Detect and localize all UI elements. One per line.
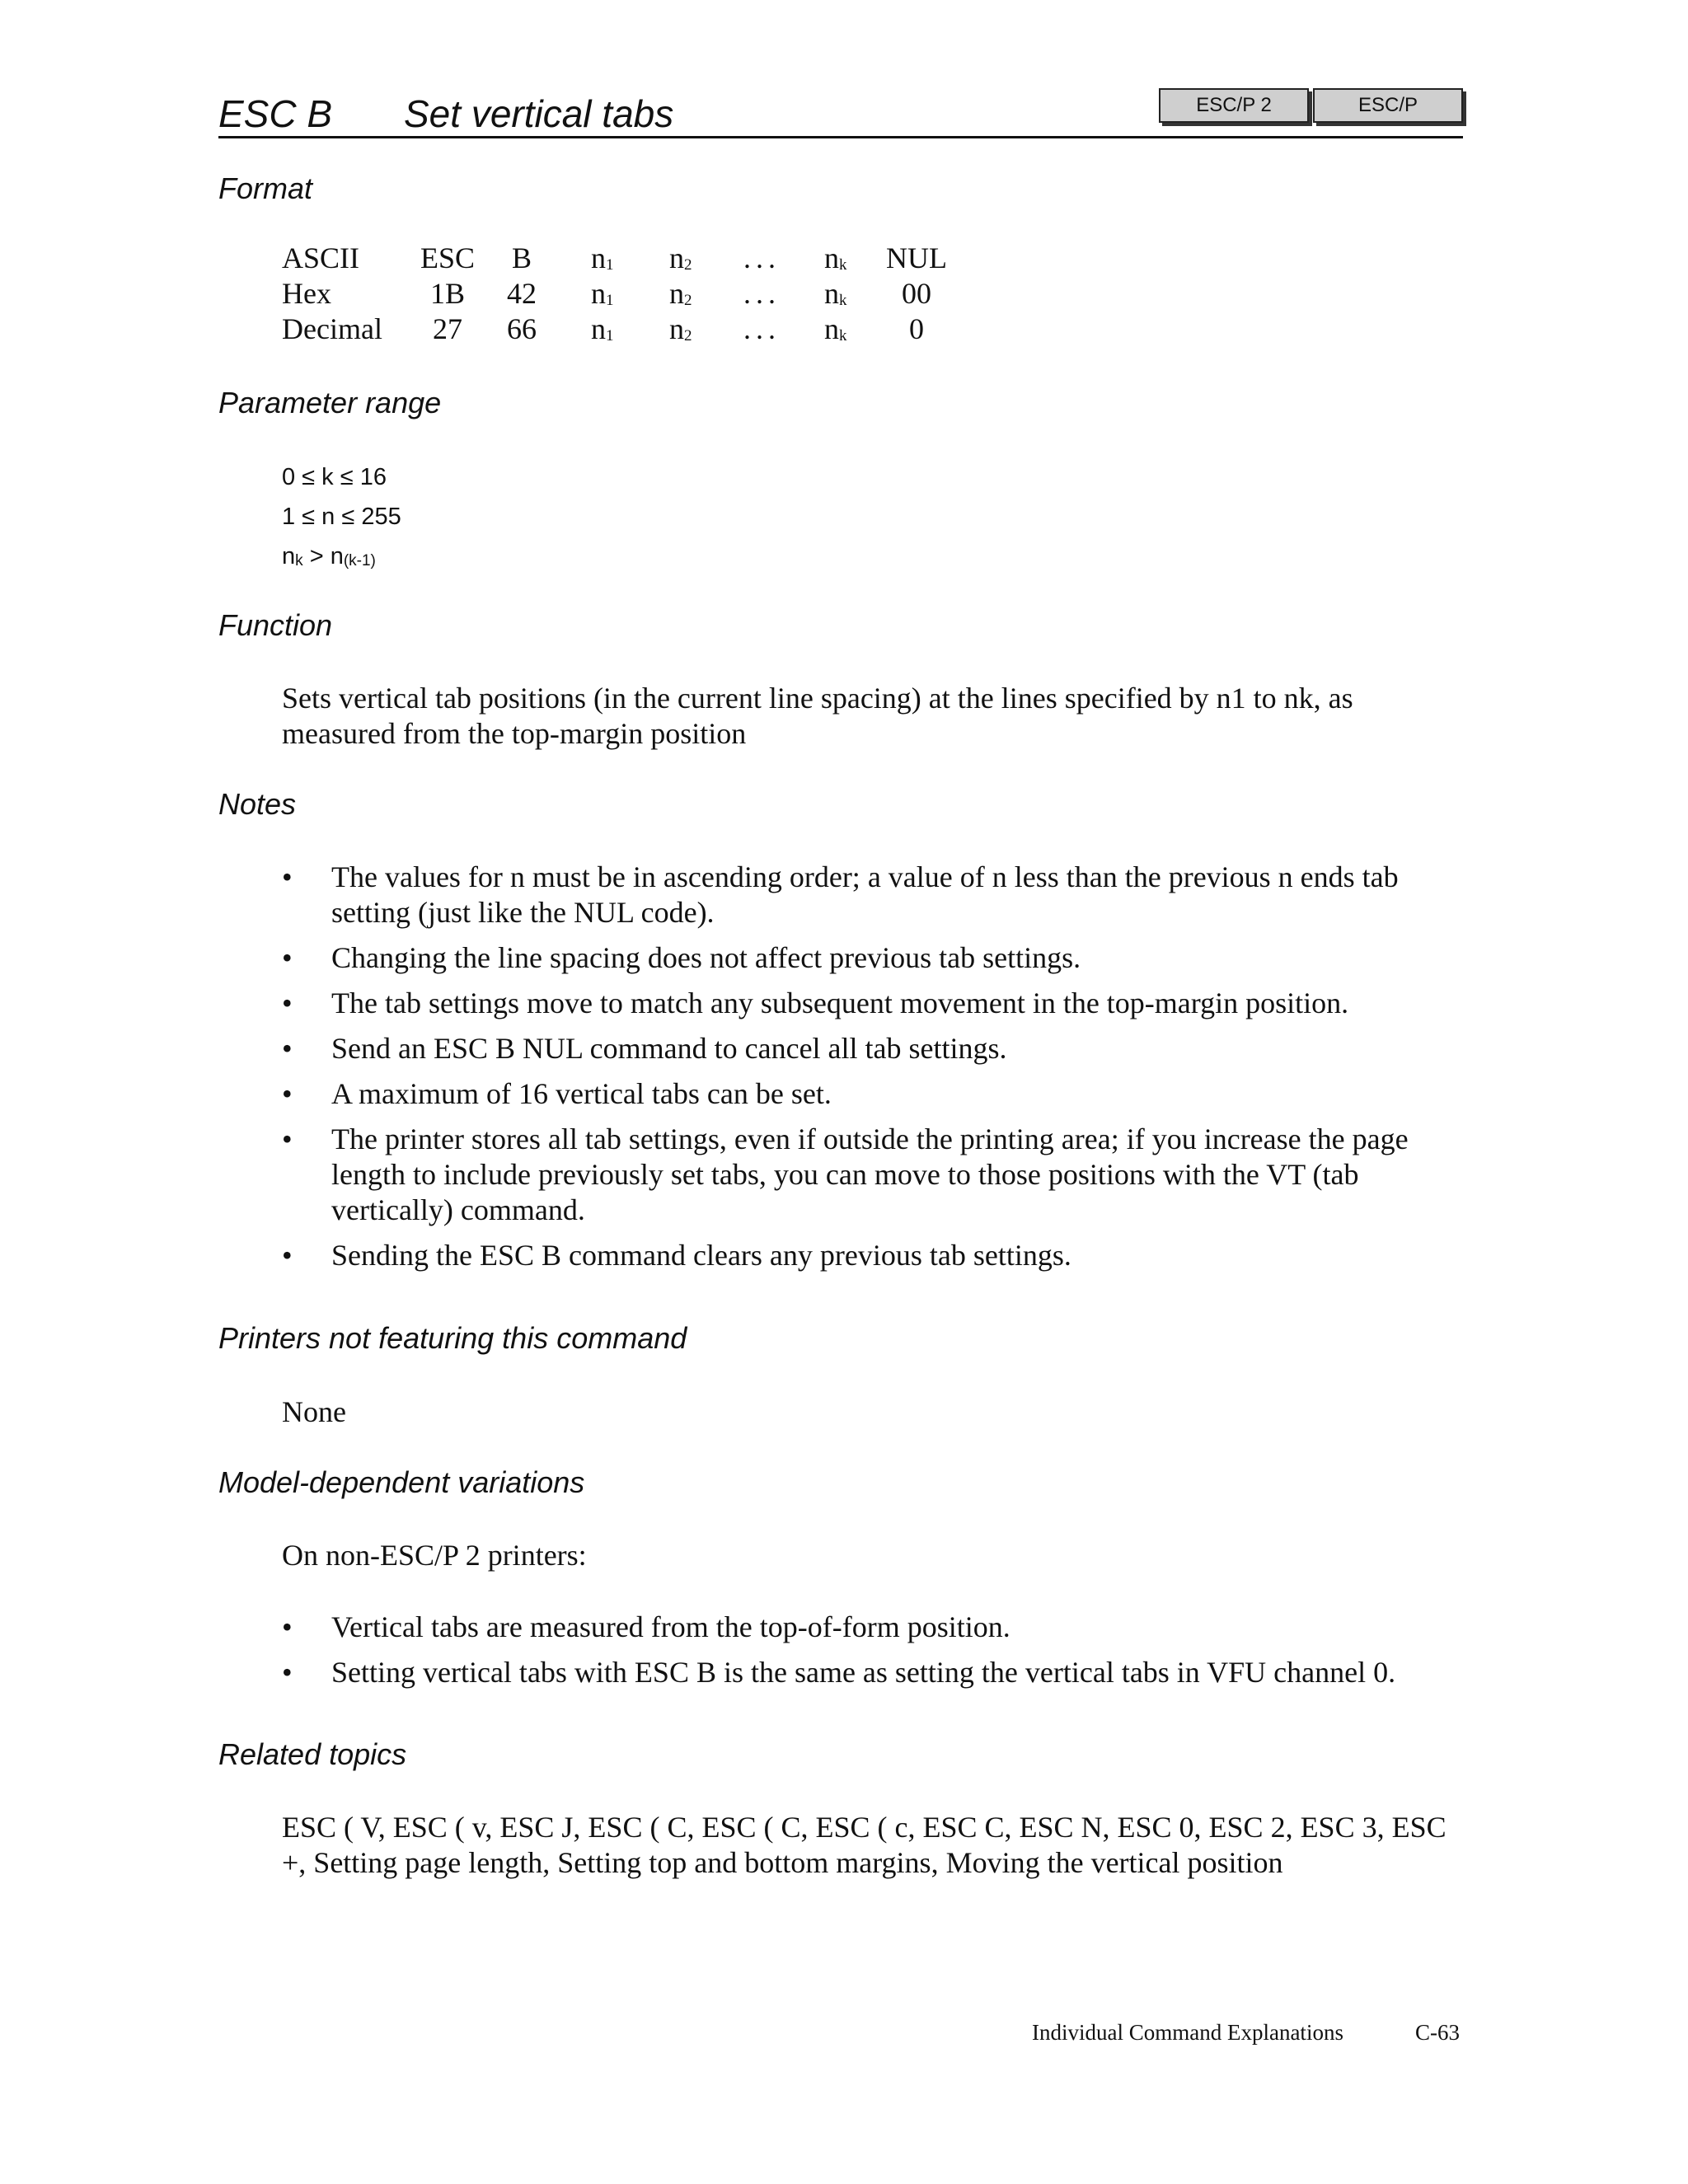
format-cell-n2: $n_2$ — [669, 241, 692, 274]
list-item: • Send an ESC B NUL command to cancel all tab settings. — [282, 1032, 1007, 1065]
model-dependent-list — [282, 1610, 1485, 1700]
format-cell: 1B — [429, 277, 465, 310]
format-cell: NUL — [886, 241, 947, 274]
format-cell-dots: ... — [743, 277, 781, 310]
list-item: • Changing the line spacing does not affect previous tab settings. — [282, 941, 1081, 974]
format-table — [282, 241, 1024, 347]
format-cell-dots: ... — [743, 241, 781, 274]
format-cell-n1: $n_1$ — [591, 241, 614, 274]
format-cell: ESC — [420, 241, 476, 274]
page-header — [218, 87, 1463, 138]
list-item: • Vertical tabs are measured from the top-of-form position. — [282, 1610, 1010, 1643]
list-item: • Setting vertical tabs with ESC B is the same as setting the vertical tabs in VFU channel 0. — [282, 1656, 1396, 1689]
list-item: • The values for n must be in ascending order; a value of n less than the previous n ends tab setting (just like the NUL code). — [282, 860, 1399, 929]
bullet-icon: • — [282, 1077, 293, 1110]
format-cell: 0 — [909, 312, 924, 345]
bullet-icon: • — [282, 941, 293, 974]
bullet-icon: • — [282, 1122, 293, 1155]
format-cell: B — [511, 241, 532, 274]
format-cell: 00 — [902, 277, 931, 310]
list-item: • A maximum of 16 vertical tabs can be set. — [282, 1077, 832, 1110]
format-cell-n1: $n_1$ — [591, 312, 614, 345]
format-cell-nk: $n_k$ — [824, 241, 847, 274]
bullet-icon: • — [282, 1656, 293, 1689]
heading-printers-not-featuring: Printers not featuring this command — [218, 1321, 687, 1355]
heading-model-dependent: Model-dependent variations — [218, 1465, 585, 1499]
related-topics-text: ESC ( V, ESC ( v, ESC J, ESC ( C, ESC ( C, ESC ( c, ESC C, ESC N, ESC 0, ESC 2, ESC 3, ESC +, Setting page length, Setting top and bottom margins, Moving the vertical position — [282, 1811, 1447, 1879]
format-cell-nk: $n_k$ — [824, 277, 847, 310]
badge-escp: ESC/P — [1313, 88, 1463, 123]
format-cell-label: Hex — [282, 277, 331, 310]
format-cell: 27 — [433, 312, 462, 345]
bullet-icon: • — [282, 860, 293, 893]
format-cell-label: ASCII — [282, 241, 360, 274]
bullet-icon: • — [282, 987, 293, 1019]
bullet-icon: • — [282, 1239, 293, 1272]
format-row-hex — [282, 276, 1024, 312]
format-cell-n1: $n_1$ — [591, 277, 614, 310]
format-cell-n2: $n_2$ — [669, 277, 692, 310]
bullet-icon: • — [282, 1032, 293, 1065]
heading-notes: Notes — [218, 787, 297, 821]
badge-group — [1159, 88, 1463, 123]
format-cell-n2: $n_2$ — [669, 312, 692, 345]
command-name: ESC B — [218, 92, 333, 135]
footer-title: Individual Command Explanations — [1032, 2020, 1343, 2045]
format-cell-nk: $n_k$ — [824, 312, 847, 345]
command-title: Set vertical tabs — [404, 92, 674, 135]
model-dependent-intro: On non-ESC/P 2 printers: — [282, 1539, 587, 1572]
param-k-range: 0 ≤ k ≤ 16 — [282, 464, 387, 490]
bullet-icon: • — [282, 1610, 293, 1643]
heading-format: Format — [218, 171, 313, 205]
badge-escp2: ESC/P 2 — [1159, 88, 1309, 123]
page-footer — [1032, 2020, 1460, 2046]
format-cell: 66 — [507, 312, 537, 345]
notes-list — [282, 860, 1469, 1283]
function-text: Sets vertical tab positions (in the current line spacing) at the lines specified by n1 to nk, as measured from the top-margin position — [282, 682, 1353, 750]
list-item: • The tab settings move to match any subsequent movement in the top-margin position. — [282, 987, 1349, 1019]
page-number: C-63 — [1415, 2020, 1460, 2045]
format-cell: 42 — [507, 277, 537, 310]
format-row-decimal — [282, 312, 1024, 347]
param-n-range: 1 ≤ n ≤ 255 — [282, 504, 401, 530]
format-cell-dots: ... — [743, 312, 781, 345]
parameter-range-list — [282, 457, 401, 576]
param-order-rule: $n_k > n_{(k-1)}$ — [282, 543, 376, 569]
format-row-ascii — [282, 241, 1024, 276]
list-item: • Sending the ESC B command clears any previous tab settings. — [282, 1239, 1071, 1272]
heading-function: Function — [218, 608, 333, 642]
heading-related-topics: Related topics — [218, 1737, 407, 1771]
list-item: • The printer stores all tab settings, even if outside the printing area; if you increase the page length to include previously set tabs, you can move to those positions with the VT (tab vertically) command. — [282, 1122, 1409, 1226]
heading-parameter-range: Parameter range — [218, 386, 442, 419]
format-cell-label: Decimal — [282, 312, 382, 345]
printers-not-featuring-text: None — [282, 1395, 346, 1428]
